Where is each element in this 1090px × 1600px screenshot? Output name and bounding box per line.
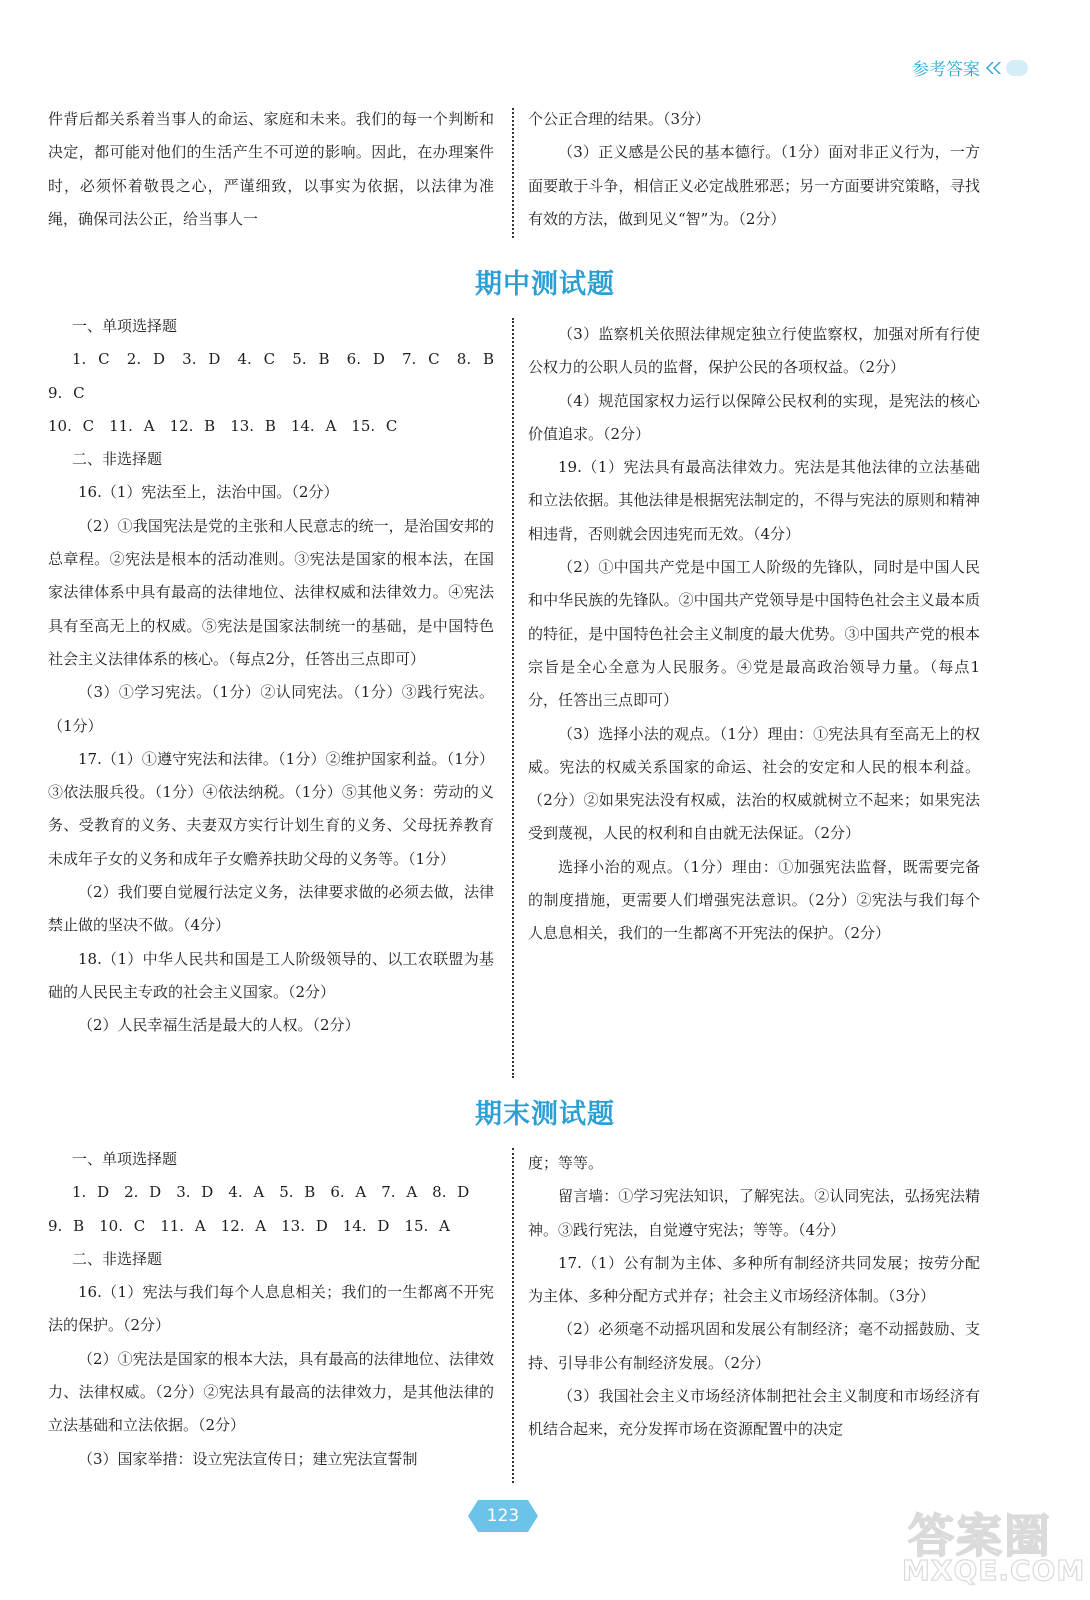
watermark-cn-text: 答案圈 bbox=[908, 1509, 1052, 1563]
paragraph: （2）我们要自觉履行法定义务，法律要求做的必须去做，法律禁止做的坚决不做。（4分） bbox=[48, 883, 494, 935]
midterm-title: 期中测试题 bbox=[475, 269, 615, 300]
page-number-badge bbox=[468, 1500, 538, 1532]
paragraph: 选择小治的观点。（1分）理由：①加强宪法监督，既需要完备的制度措施，更需要人们增强宪法意识。（2分）②宪法与我们每个人息息相关，我们的一生都离不开宪法的保护。（2分） bbox=[528, 857, 980, 943]
midterm-right-column bbox=[528, 318, 980, 951]
paragraph: 19.（1）宪法具有最高法律效力。宪法是其他法律的立法基础和立法依据。其他法律是根据宪法制定的，不得与宪法的原则和精神相违背，否则就会因违宪而无效。（4分） bbox=[528, 458, 980, 543]
paragraph: （3）选择小法的观点。（1分）理由：①宪法具有至高无上的权威。宪法的权威关系国家的命运、社会的安定和人民的根本利益。（2分）②如果宪法没有权威，法治的权威就树立不起来；如果宪法受到蔑视，人民的权利和自由就无法保证。（2分） bbox=[528, 724, 980, 843]
paragraph: （3）我国社会主义市场经济体制把社会主义制度和市场经济有机结合起来，充分发挥市场在资源配置中的决定 bbox=[528, 1387, 980, 1439]
section-heading: 二、非选择题 bbox=[72, 1249, 163, 1268]
header-pill-decoration bbox=[1006, 60, 1028, 76]
answer-row: 9. B 10. C 11. A 12. A 13. D 14. D 15. A bbox=[48, 1216, 450, 1235]
page-number: 123 bbox=[486, 1506, 520, 1526]
midterm-left-column bbox=[48, 310, 510, 1043]
final-right-column bbox=[528, 1147, 980, 1447]
column-divider bbox=[512, 1148, 514, 1483]
answer-row: 1. C 2. D 3. D 4. C 5. B 6. D 7. C 8. B 9. C bbox=[48, 350, 510, 402]
paragraph: 17.（1）公有制为主体、多种所有制经济共同发展；按劳分配为主体、多种分配方式并存；社会主义市场经济体制。（3分） bbox=[528, 1253, 980, 1306]
section-heading: 一、单项选择题 bbox=[72, 1150, 178, 1168]
paragraph: （3）①学习宪法。（1分）②认同宪法。（1分）③践行宪法。（1分） bbox=[48, 683, 494, 735]
paragraph: 16.（1）宪法至上，法治中国。（2分） bbox=[78, 483, 339, 502]
paragraph: 留言墙：①学习宪法知识，了解宪法。②认同宪法，弘扬宪法精神。③践行宪法，自觉遵守宪法；等等。（4分） bbox=[528, 1187, 980, 1239]
section-heading: 一、单项选择题 bbox=[72, 317, 178, 335]
paragraph: 17.（1）①遵守宪法和法律。（1分）②维护国家利益。（1分）③依法服兵役。（1分）④依法纳税。（1分）⑤其他义务：劳动的义务、受教育的义务、夫妻双方实行计划生育的义务、父母抚养教育未成年子女的义务和成年子女赡养扶助父母的义务等。（1分） bbox=[48, 749, 494, 868]
paragraph: （2）必须毫不动摇巩固和发展公有制经济；毫不动摇鼓励、支持、引导非公有制经济发展。（2分） bbox=[528, 1320, 980, 1372]
paragraph: （2）人民幸福生活是最大的人权。（2分） bbox=[78, 1016, 360, 1035]
header-label: 参考答案 bbox=[912, 60, 980, 80]
paragraph: （2）①中国共产党是中国工人阶级的先锋队，同时是中国人民和中华民族的先锋队。②中国共产党领导是中国特色社会主义最本质的特征，是中国特色社会主义制度的最大优势。③中国共产党的根本宗旨是全心全意为人民服务。④党是最高政治领导力量。（每点1分，任答出三点即可） bbox=[528, 558, 980, 710]
paragraph: （4）规范国家权力运行以保障公民权利的实现，是宪法的核心价值追求。（2分） bbox=[528, 391, 980, 443]
double-chevron-icon bbox=[984, 61, 1002, 75]
column-divider bbox=[512, 318, 514, 1078]
paragraph: 18.（1）中华人民共和国是工人阶级领导的、以工农联盟为基础的人民民主专政的社会主义国家。（2分） bbox=[48, 949, 494, 1001]
paragraph: （3）正义感是公民的基本德行。（1分）面对非正义行为，一方面要敢于斗争，相信正义必定战胜邪恶；另一方面要讲究策略，寻找有效的方法，做到见义“智”为。（2分） bbox=[528, 143, 980, 228]
answer-row: 1. D 2. D 3. D 4. A 5. B 6. A 7. A 8. D bbox=[72, 1183, 470, 1202]
paragraph: 度；等等。 bbox=[528, 1154, 604, 1172]
section-heading: 二、非选择题 bbox=[72, 450, 163, 469]
final-left-column bbox=[48, 1143, 494, 1476]
paragraph: （2）①宪法是国家的根本大法，具有最高的法律地位、法律效力、法律权威。（2分）②宪法具有最高的法律效力，是其他法律的立法基础和立法依据。（2分） bbox=[48, 1349, 494, 1435]
top-right-column bbox=[528, 103, 980, 236]
paragraph: 个公正合理的结果。（3分） bbox=[528, 110, 711, 128]
watermark-logo bbox=[900, 1500, 1086, 1592]
answer-key-header bbox=[912, 55, 1028, 80]
final-title: 期末测试题 bbox=[475, 1099, 615, 1130]
paragraph: （2）①我国宪法是党的主张和人民意志的统一，是治国安邦的总章程。②宪法是根本的活动准则。③宪法是国家的根本法，在国家法律体系中具有最高的法律地位、法律权威和法律效力。④宪法具有至高无上的权威。⑤宪法是国家法制统一的基础，是中国特色社会主义法律体系的核心。（每点2分，任答出三点即可） bbox=[48, 516, 494, 668]
paragraph: （3）监察机关依照法律规定独立行使监察权，加强对所有行使公权力的公职人员的监督，保护公民的各项权益。（2分） bbox=[528, 325, 980, 377]
answer-row: 10. C 11. A 12. B 13. B 14. A 15. C bbox=[48, 416, 398, 435]
paragraph: 件背后都关系着当事人的命运、家庭和未来。我们的每一个判断和决定，都可能对他们的生活产生不可逆的影响。因此，在办理案件时，必须怀着敬畏之心，严谨细致，以事实为依据，以法律为准绳，确保司法公正，给当事人一 bbox=[48, 110, 494, 228]
top-left-column bbox=[48, 103, 494, 236]
column-divider bbox=[512, 108, 514, 238]
watermark-url-text: MXQE.COM bbox=[902, 1554, 1086, 1587]
paragraph: 16.（1）宪法与我们每个人息息相关；我们的一生都离不开宪法的保护。（2分） bbox=[48, 1283, 494, 1335]
paragraph: （3）国家举措：设立宪法宣传日；建立宪法宣誓制 bbox=[78, 1449, 418, 1468]
